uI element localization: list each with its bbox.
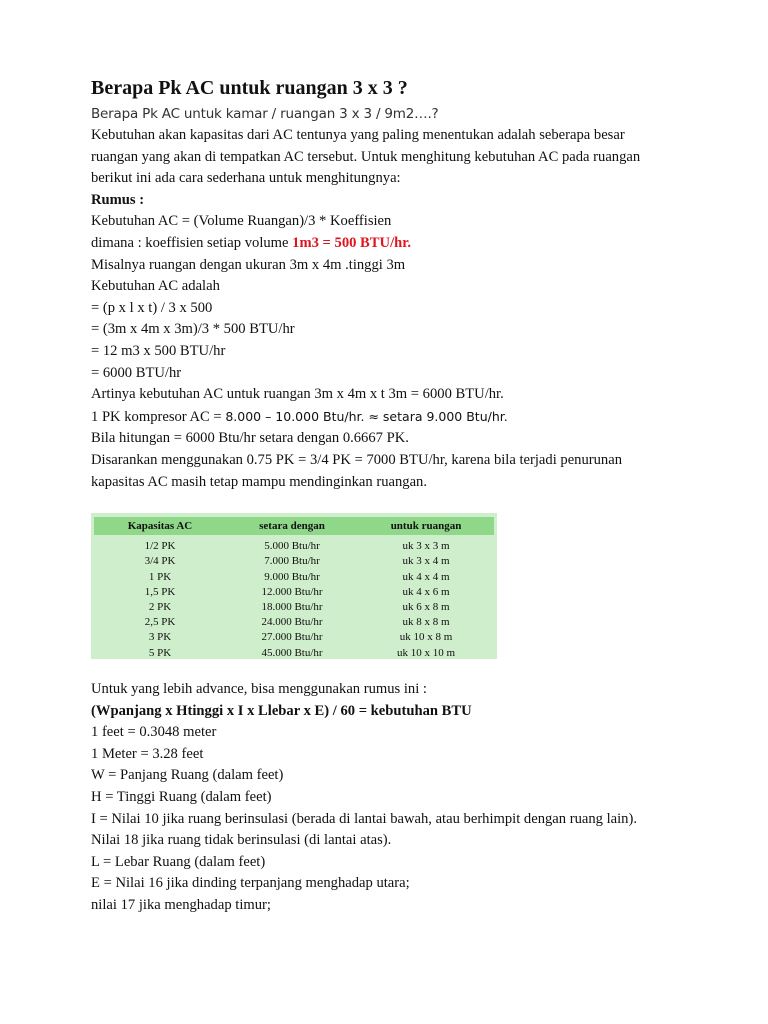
table-row — [94, 535, 494, 554]
cell-room: uk 10 x 10 m — [396, 646, 456, 659]
calc-step-2: = (3m x 4m x 3m)/3 * 500 BTU/hr — [91, 321, 295, 338]
table-row — [94, 615, 494, 630]
result-line: Bila hitungan = 6000 Btu/hr setara dengan 0.6667 PK. — [91, 430, 409, 447]
i-definition-2: Nilai 18 jika ruang tidak berinsulasi (di lantai atas). — [91, 832, 392, 849]
capacity-table-image — [91, 513, 497, 659]
article — [91, 76, 731, 917]
table-row — [94, 554, 494, 569]
cell-btu: 18.000 Btu/hr — [261, 600, 323, 613]
intro-line-2: ruangan yang akan di tempatkan AC tersebut. Untuk menghitung kebutuhan AC pada ruangan — [91, 148, 641, 165]
table-row — [94, 630, 494, 645]
e-definition: E = Nilai 16 jika dinding terpanjang menghadap utara; — [91, 875, 410, 892]
calc-step-4: = 6000 BTU/hr — [91, 364, 182, 381]
e-definition-2: nilai 17 jika menghadap timur; — [91, 897, 271, 914]
pk-range: 8.000 – 10.000 Btu/hr. ≈ setara 9.000 Btu/hr. — [225, 408, 508, 424]
cell-room: uk 8 x 8 m — [402, 616, 450, 629]
advanced-formula: (Wpanjang x Htinggi x I x Llebar x E) / 60 = kebutuhan BTU — [91, 702, 472, 719]
intro-line-1: Kebutuhan akan kapasitas dari AC tentunya yang paling menentukan adalah seberapa besar — [91, 127, 625, 143]
intro-line-3: berikut ini ada cara sederhana untuk menghitungnya: — [91, 170, 401, 187]
cell-btu: 24.000 Btu/hr — [261, 616, 323, 629]
l-definition: L = Lebar Ruang (dalam feet) — [91, 853, 266, 870]
header-equivalent: setara dengan — [226, 517, 358, 535]
table-row — [94, 646, 494, 661]
cell-capacity: 3/4 PK — [144, 555, 176, 568]
coefficient-prefix: dimana : koeffisien setiap volume — [91, 234, 293, 251]
calc-step-1: = (p x l x t) / 3 x 500 — [91, 299, 213, 316]
cell-btu: 7.000 Btu/hr — [264, 555, 320, 568]
cell-capacity: 5 PK — [148, 646, 172, 659]
coefficient-value: 1m3 = 500 BTU/hr. — [292, 234, 412, 251]
table-row — [94, 600, 494, 615]
cell-btu: 27.000 Btu/hr — [261, 631, 323, 644]
rumus-label: Rumus : — [91, 191, 145, 208]
cell-btu: 12.000 Btu/hr — [261, 585, 323, 598]
advice-line-1: Disarankan menggunakan 0.75 PK = 3/4 PK = 7000 BTU/hr, karena bila terjadi penurunan — [91, 451, 622, 468]
pk-line — [91, 406, 731, 429]
cell-capacity: 3 PK — [148, 631, 172, 644]
example-line: Misalnya ruangan dengan ukuran 3m x 4m .tinggi 3m — [91, 256, 406, 273]
advice-line-2: kapasitas AC masih tetap mampu mendinginkan ruangan. — [91, 473, 427, 490]
coefficient-line — [91, 233, 731, 255]
cell-btu: 5.000 Btu/hr — [264, 540, 320, 553]
cell-room: uk 10 x 8 m — [399, 631, 453, 644]
calc-step-3: = 12 m3 x 500 BTU/hr — [91, 342, 226, 359]
page-title: Berapa Pk AC untuk ruangan 3 x 3 ? — [91, 77, 408, 99]
advanced-intro: Untuk yang lebih advance, bisa menggunakan rumus ini : — [91, 681, 427, 698]
cell-btu: 45.000 Btu/hr — [261, 646, 323, 659]
cell-room: uk 4 x 6 m — [402, 585, 450, 598]
cell-capacity: 2 PK — [148, 600, 172, 613]
header-capacity: Kapasitas AC — [94, 517, 226, 535]
table-row — [94, 570, 494, 585]
cell-capacity: 2,5 PK — [144, 616, 176, 629]
cell-capacity: 1/2 PK — [144, 540, 176, 553]
w-definition: W = Panjang Ruang (dalam feet) — [91, 767, 284, 784]
table-row — [94, 585, 494, 600]
feet-conversion: 1 feet = 0.3048 meter — [91, 724, 217, 741]
pk-prefix: 1 PK kompresor AC = — [91, 408, 226, 425]
table-header-row — [94, 517, 494, 535]
header-room: untuk ruangan — [358, 517, 494, 535]
cell-room: uk 3 x 3 m — [402, 540, 450, 553]
capacity-table — [94, 517, 494, 661]
cell-room: uk 6 x 8 m — [402, 600, 450, 613]
article-subtitle: Berapa Pk AC untuk kamar / ruangan 3 x 3 / 9m2….? — [91, 106, 439, 122]
cell-room: uk 3 x 4 m — [402, 555, 450, 568]
i-definition: I = Nilai 10 jika ruang berinsulasi (berada di lantai bawah, atau berhimpit dengan ruang lain). — [91, 810, 637, 827]
cell-btu: 9.000 Btu/hr — [264, 570, 320, 583]
cell-room: uk 4 x 4 m — [402, 570, 450, 583]
formula-line: Kebutuhan AC = (Volume Ruangan)/3 * Koeffisien — [91, 213, 392, 230]
cell-capacity: 1,5 PK — [144, 585, 176, 598]
meaning-line: Artinya kebutuhan AC untuk ruangan 3m x 4m x t 3m = 6000 BTU/hr. — [91, 386, 504, 403]
cell-capacity: 1 PK — [148, 570, 172, 583]
meter-conversion: 1 Meter = 3.28 feet — [91, 745, 204, 762]
need-label: Kebutuhan AC adalah — [91, 278, 220, 295]
h-definition: H = Tinggi Ruang (dalam feet) — [91, 789, 272, 806]
